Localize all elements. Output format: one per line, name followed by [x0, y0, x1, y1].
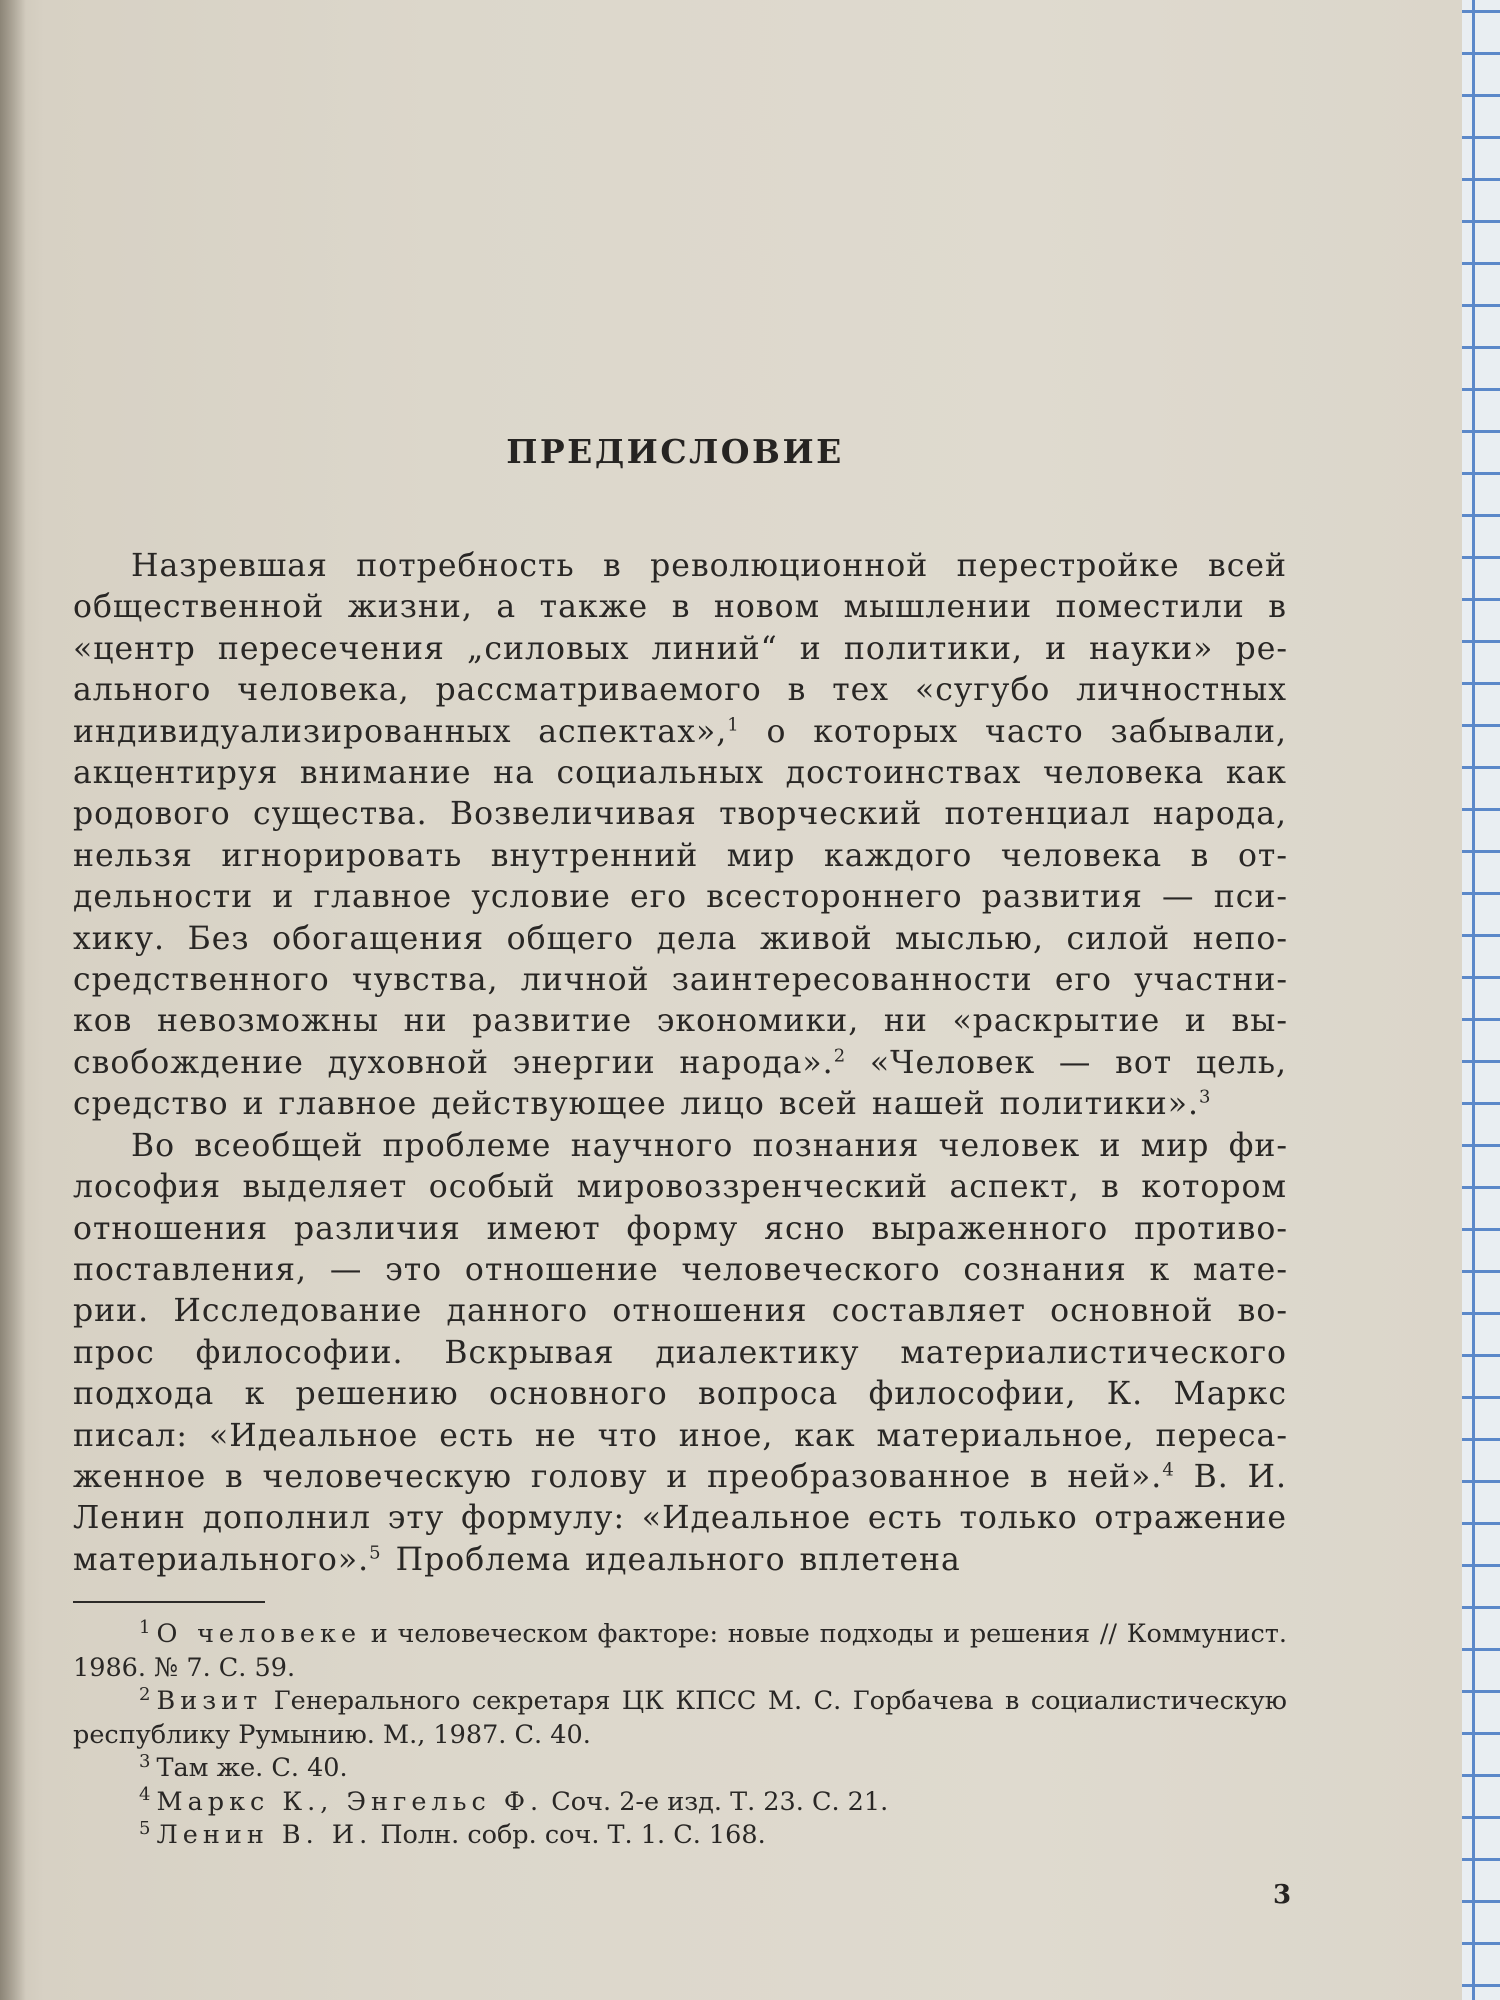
footnote-divider	[73, 1601, 265, 1603]
footnote-ref: 1	[727, 714, 740, 736]
page-number: 3	[1273, 1880, 1292, 1910]
footnote-number: 5	[139, 1817, 151, 1839]
paragraph-text: Во всеобщей проблеме научного познания человек и мир философия выделяет особый мировоззренческий аспект, в котором отношения различия имеют форму ясно выраженного противопоставления, — это отношение человеческого сознания к материи. Исследование данного отношения составляет основной вопрос философии. Вскрывая диалектику материалистического подхода к решению основного вопроса философии, К. Маркс писал: «Идеальное есть не что иное, как материальное, пересаженное в человеческую голову и преобразованное в ней».	[73, 1127, 1287, 1495]
footnote-text: Соч. 2-е изд. Т. 23. С. 21.	[543, 1786, 889, 1817]
footnote-author: Маркс К., Энгельс Ф.	[156, 1786, 544, 1817]
paragraph-text: «Человек — вот цель, средство и главное действующее лицо всей нашей политики».	[73, 1044, 1287, 1123]
paragraph-1	[73, 546, 1287, 1126]
footnote-ref: 3	[1198, 1086, 1212, 1108]
footnote-4	[73, 1786, 1287, 1820]
footnote-text: Генерального секретаря ЦК КПСС М. С. Горбачева в социалистическую республику Румынию. М., 1987. С. 40.	[73, 1686, 1287, 1750]
footnote-5	[73, 1819, 1287, 1853]
main-text	[73, 546, 1287, 1581]
paragraph-text: В. И. Ленин дополнил эту формулу: «Идеальное есть только отражение материального».	[73, 1458, 1288, 1578]
footnote-3	[73, 1752, 1287, 1786]
footnote-text: Там же. С. 40.	[156, 1753, 348, 1783]
footnote-number: 4	[139, 1784, 151, 1805]
footnotes	[73, 1618, 1287, 1853]
page-title: ПРЕДИСЛОВИЕ	[506, 432, 844, 471]
footnote-author: Визит	[156, 1686, 263, 1716]
footnote-author: О человеке	[156, 1619, 362, 1649]
paragraph-2	[73, 1126, 1287, 1581]
paragraph-text: о которых часто забывали, акцентируя внимание на социальных достоинствах человека как родового существа. Возвеличивая творческий потенциал народа, нельзя игнорировать внутренний мир каждого человека в отдельности и главное условие его всестороннего развития — психику. Без обогащения общего дела живой мыслью, силой непосредственного чувства, личной заинтересованности его участников невозможны ни развитие экономики, ни «раскрытие и высвобождение духовной энергии народа».	[73, 713, 1287, 1081]
page-gutter-shadow	[0, 0, 26, 2000]
footnote-ref: 2	[833, 1045, 847, 1067]
graph-paper-edge	[1462, 0, 1500, 2000]
footnote-number: 2	[139, 1683, 151, 1705]
footnote-author: Ленин В. И.	[156, 1820, 373, 1850]
footnote-2	[73, 1685, 1287, 1752]
paragraph-text: Назревшая потребность в революционной перестройке всей общественной жизни, а также в новом мышлении поместили в «центр пересечения „силовых линий“ и политики, и науки» реального человека, рассматриваемого в тех «сугубо личностных индивидуализированных аспектах»,	[73, 548, 1287, 750]
footnote-text: и человеческом факторе: новые подходы и решения // Коммунист. 1986. № 7. С. 59.	[73, 1619, 1287, 1683]
footnote-number: 3	[139, 1750, 151, 1772]
footnote-text: Полн. собр. соч. Т. 1. С. 168.	[372, 1820, 766, 1850]
paragraph-text: Проблема идеального вплетена	[381, 1541, 961, 1578]
footnote-ref: 5	[369, 1542, 382, 1564]
footnote-ref: 4	[1162, 1459, 1175, 1481]
footnote-1	[73, 1618, 1287, 1685]
footnote-number: 1	[139, 1616, 151, 1638]
